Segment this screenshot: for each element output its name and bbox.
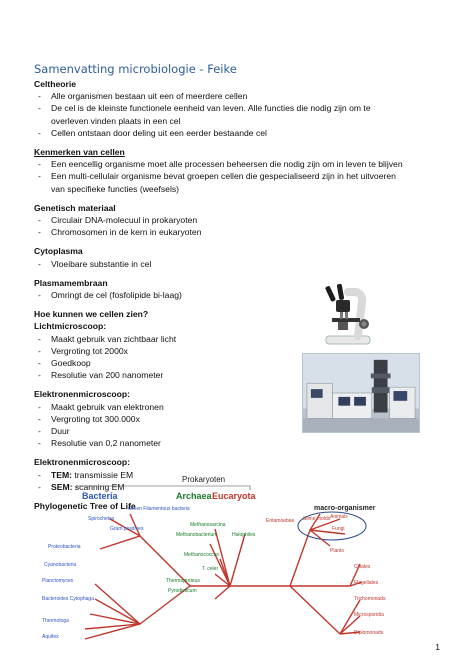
list-item: - Duur (34, 425, 434, 437)
section-genetisch (34, 202, 434, 239)
list-item: - Resolutie van 0,2 nanometer (34, 437, 434, 449)
tree-branches (85, 514, 362, 639)
tree-leaf: T. celer (202, 566, 219, 572)
tree-leaf: Flagellates (354, 580, 379, 586)
tree-leaf: Microsporidia (354, 612, 384, 618)
list-item: - Goedkoop (34, 357, 434, 369)
tree-leaf: Bacteroides Cytophaga (42, 596, 94, 602)
domain-bacteria: Bacteria (82, 491, 118, 501)
section-heading: Kenmerken van cellen (34, 147, 125, 158)
light-microscope-image (318, 280, 382, 346)
tree-leaf: Spirochetes (88, 516, 115, 522)
section-heading: Hoe kunnen we cellen zien? (34, 309, 149, 320)
list-item: - Vergroting tot 2000x (34, 345, 434, 357)
section-heading: Celtheorie (34, 79, 77, 89)
tree-leaf: Methanococcus (184, 552, 220, 558)
tree-leaf: Methanosarcina (190, 522, 226, 528)
electron-microscope-image (302, 353, 420, 433)
tree-leaf: Thermoproteus (166, 578, 200, 584)
tree-leaf: Halophiles (232, 532, 256, 538)
tree-leaf: Ciliates (354, 564, 371, 570)
tree-leaf: Gram positives (110, 526, 144, 532)
list-item: - Maakt gebruik van zichtbaar licht (34, 333, 434, 345)
section-heading: Elektronenmicroscoop: (34, 457, 130, 468)
domain-archaea: Archaea (176, 491, 212, 501)
list-item: - Alle organismen bestaan uit een of meerdere cellen (34, 90, 434, 102)
list-item: - Circulair DNA-molecuul in prokaryoten (34, 214, 434, 226)
list-item: - Maakt gebruik van elektronen (34, 401, 434, 413)
tree-leaf: Fungi (332, 526, 345, 532)
tree-leaf: Methanobacterium (176, 532, 218, 538)
domain-eucaryota: Eucaryota (212, 491, 256, 501)
section-heading: Genetisch materiaal (34, 202, 116, 213)
list-item: - Vloeibare substantie in cel (34, 258, 434, 270)
bullet-list (34, 158, 434, 182)
page-number: 1 (435, 642, 440, 652)
list-item: - Vergroting tot 300.000x (34, 413, 434, 425)
tree-leaf: Pyrodicticum (168, 588, 197, 594)
list-item-continuation: van specifieke functies (weefsels) (51, 183, 180, 194)
prokaryoten-label: Prokaryoten (182, 475, 226, 484)
section-heading: Cytoplasma (34, 246, 83, 257)
section-heading: Elektronenmicroscoop: (34, 389, 130, 400)
em-type-abbr: TEM: (51, 469, 73, 480)
tree-leaf: Proteobacteria (48, 544, 81, 550)
tree-leaf: Green Filamentous bacteria (128, 506, 190, 512)
list-item-continuation: overleven vinden plaats in een cel (51, 115, 181, 126)
em-type-abbr: SEM: (51, 481, 73, 492)
list-item: - Een multi-cellulair organisme bevat groepen cellen die gespecialiseerd zijn in het uitvoeren (34, 170, 434, 182)
em-type-desc: scanning EM (72, 481, 125, 492)
list-item: - Resolutie van 200 nanometer (34, 369, 434, 381)
list-item: - Omringt de cel (fosfolipide bi-laag) (34, 289, 434, 301)
phylogenetic-tree-diagram (40, 474, 420, 646)
tree-leaf: Thermotoga (42, 618, 69, 624)
list-item: - Cellen ontstaan door deling uit een eerder bestaande cel (34, 127, 434, 139)
section-kenmerken (34, 146, 434, 195)
tree-leaf: Entamoebae (266, 518, 295, 524)
section-subheading: Lichtmicroscoop: (34, 321, 107, 332)
list-item: - Een eencellig organisme moet alle processen beheersen die nodig zijn om in leven te blijven (34, 158, 434, 170)
tree-leaf: Cyanobacteria (44, 562, 77, 568)
tree-leaf: Trichomonads (354, 596, 386, 602)
tree-leaf: Plants (330, 548, 344, 554)
section-celtheorie (34, 78, 434, 139)
section-heading: Plasmamembraan (34, 277, 108, 288)
list-item: - De cel is de kleinste functionele eenheid van leven. Alle functies die nodig zijn om te (34, 102, 434, 114)
tree-leaf: Animals (330, 514, 348, 520)
em-type-desc: transmissie EM (72, 469, 134, 480)
bullet-list (34, 214, 434, 238)
bullet-list (34, 90, 434, 114)
tree-leaf: Diplomonads (354, 630, 384, 636)
document-title: Samenvatting microbiologie - Feike (34, 62, 237, 76)
macro-organismer-label: macro-organismer (314, 505, 376, 512)
list-item: - Chromosomen in de kern in eukaryoten (34, 226, 434, 238)
section-heading: Phylogenetic Tree of Life (34, 501, 136, 512)
bullet-list (34, 258, 434, 270)
tree-leaf: Planctomyces (42, 578, 74, 584)
tree-leaf: Aquifex (42, 634, 59, 640)
section-cytoplasma (34, 245, 434, 269)
tree-leaf: Slime molds (303, 516, 331, 522)
bullet-list (34, 127, 434, 139)
